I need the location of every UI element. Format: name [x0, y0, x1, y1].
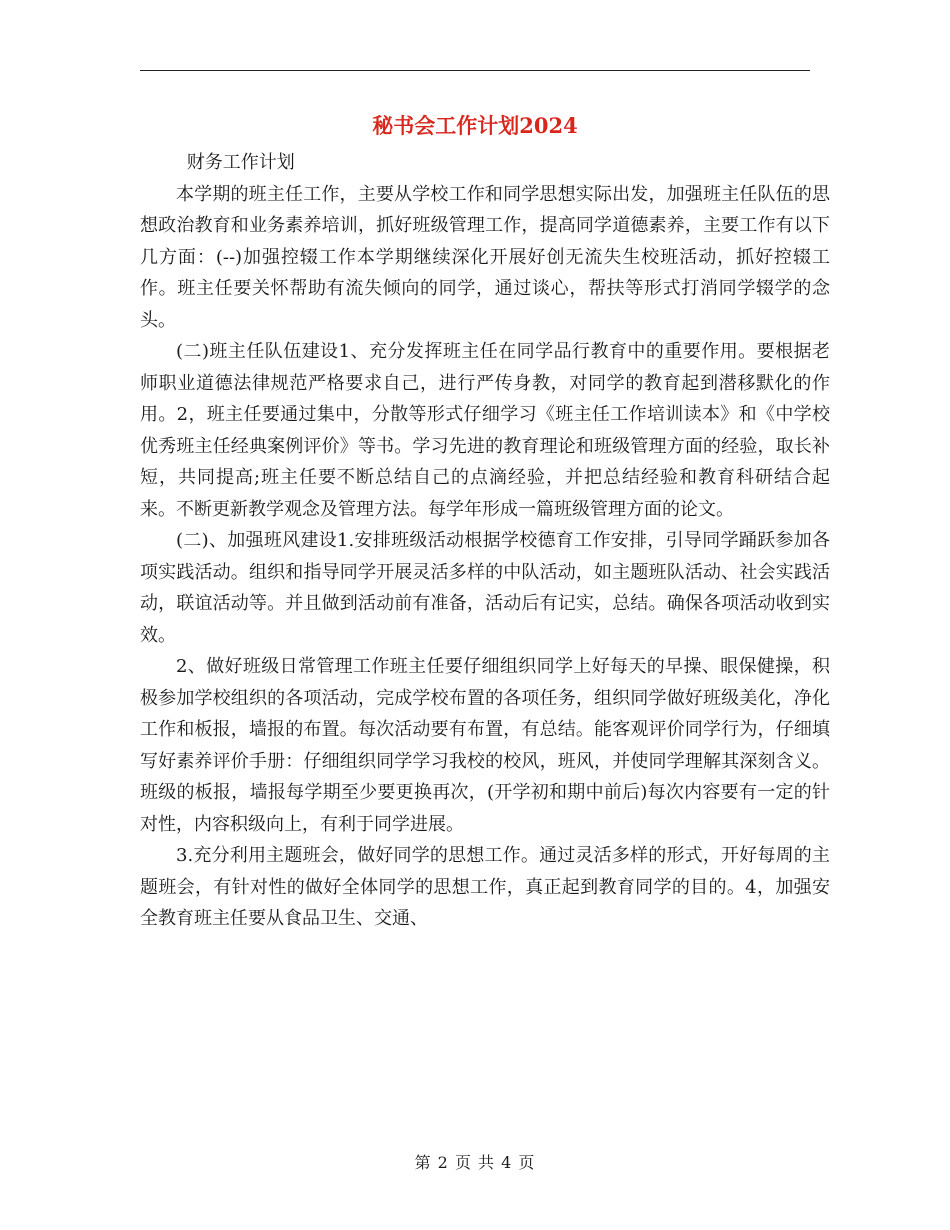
page-footer: [0, 1152, 950, 1174]
paragraph: 3.充分利用主题班会，做好同学的思想工作。通过灵活多样的形式，开好每周的主题班会，有针对性的做好全体同学的思想工作，真正起到教育同学的目的。4，加强安全教育班主任要从食品卫生、交通、: [140, 845, 830, 929]
paragraph: 本学期的班主任工作，主要从学校工作和同学思想实际出发，加强班主任队伍的思想政治教育和业务素养培训，抓好班级管理工作，提高同学道德素养，主要工作有以下几方面：(--)加强控辍工作本学期继续深化开展好创无流失生校班活动，抓好控辍工作。班主任要关怀帮助有流失倾向的同学，通过谈心，帮扶等形式打消同学辍学的念头。: [140, 183, 830, 331]
paragraph: (二)、加强班风建设1.安排班级活动根据学校德育工作安排，引导同学踊跃参加各项实践活动。组织和指导同学开展灵活多样的中队活动，如主题班队活动、社会实践活动，联谊活动等。并且做到活动前有准备，活动后有记实，总结。确保各项活动收到实效。: [140, 530, 830, 646]
footer-prefix: 第: [414, 1153, 432, 1172]
footer-middle: 页 共: [454, 1153, 496, 1172]
footer-page-number: 2: [437, 1153, 449, 1172]
document-body: [140, 147, 830, 935]
document-title: 秘书会工作计划2024: [372, 113, 578, 138]
paragraph: 2、做好班级日常管理工作班主任要仔细组织同学上好每天的早操、眼保健操，积极参加学校组织的各项活动，完成学校布置的各项任务，组织同学做好班级美化，净化工作和板报，墙报的布置。每次活动要有布置，有总结。能客观评价同学行为，仔细填写好素养评价手册：仔细组织同学学习我校的校风，班风，并使同学理解其深刻含义。班级的板报，墙报每学期至少要更换再次，(开学初和期中前后)每次内容要有一定的针对性，内容积级向上，有利于同学进展。: [140, 656, 830, 835]
header-rule: [140, 70, 810, 71]
paragraph: (二)班主任队伍建设1、充分发挥班主任在同学品行教育中的重要作用。要根据老师职业道德法律规范严格要求自己，进行严传身教，对同学的教育起到潜移默化的作用。2，班主任要通过集中，分散等形式仔细学习《班主任工作培训读本》和《中学校优秀班主任经典案例评价》等书。学习先进的教育理论和班级管理方面的经验，取长补短，共同提高;班主任要不断总结自己的点滴经验，并把总结经验和教育科研结合起来。不断更新教学观念及管理方法。每学年形成一篇班级管理方面的论文。: [140, 341, 830, 520]
section-heading: 财务工作计划: [186, 152, 295, 173]
footer-suffix: 页: [518, 1153, 536, 1172]
footer-total-pages: 4: [501, 1153, 513, 1172]
